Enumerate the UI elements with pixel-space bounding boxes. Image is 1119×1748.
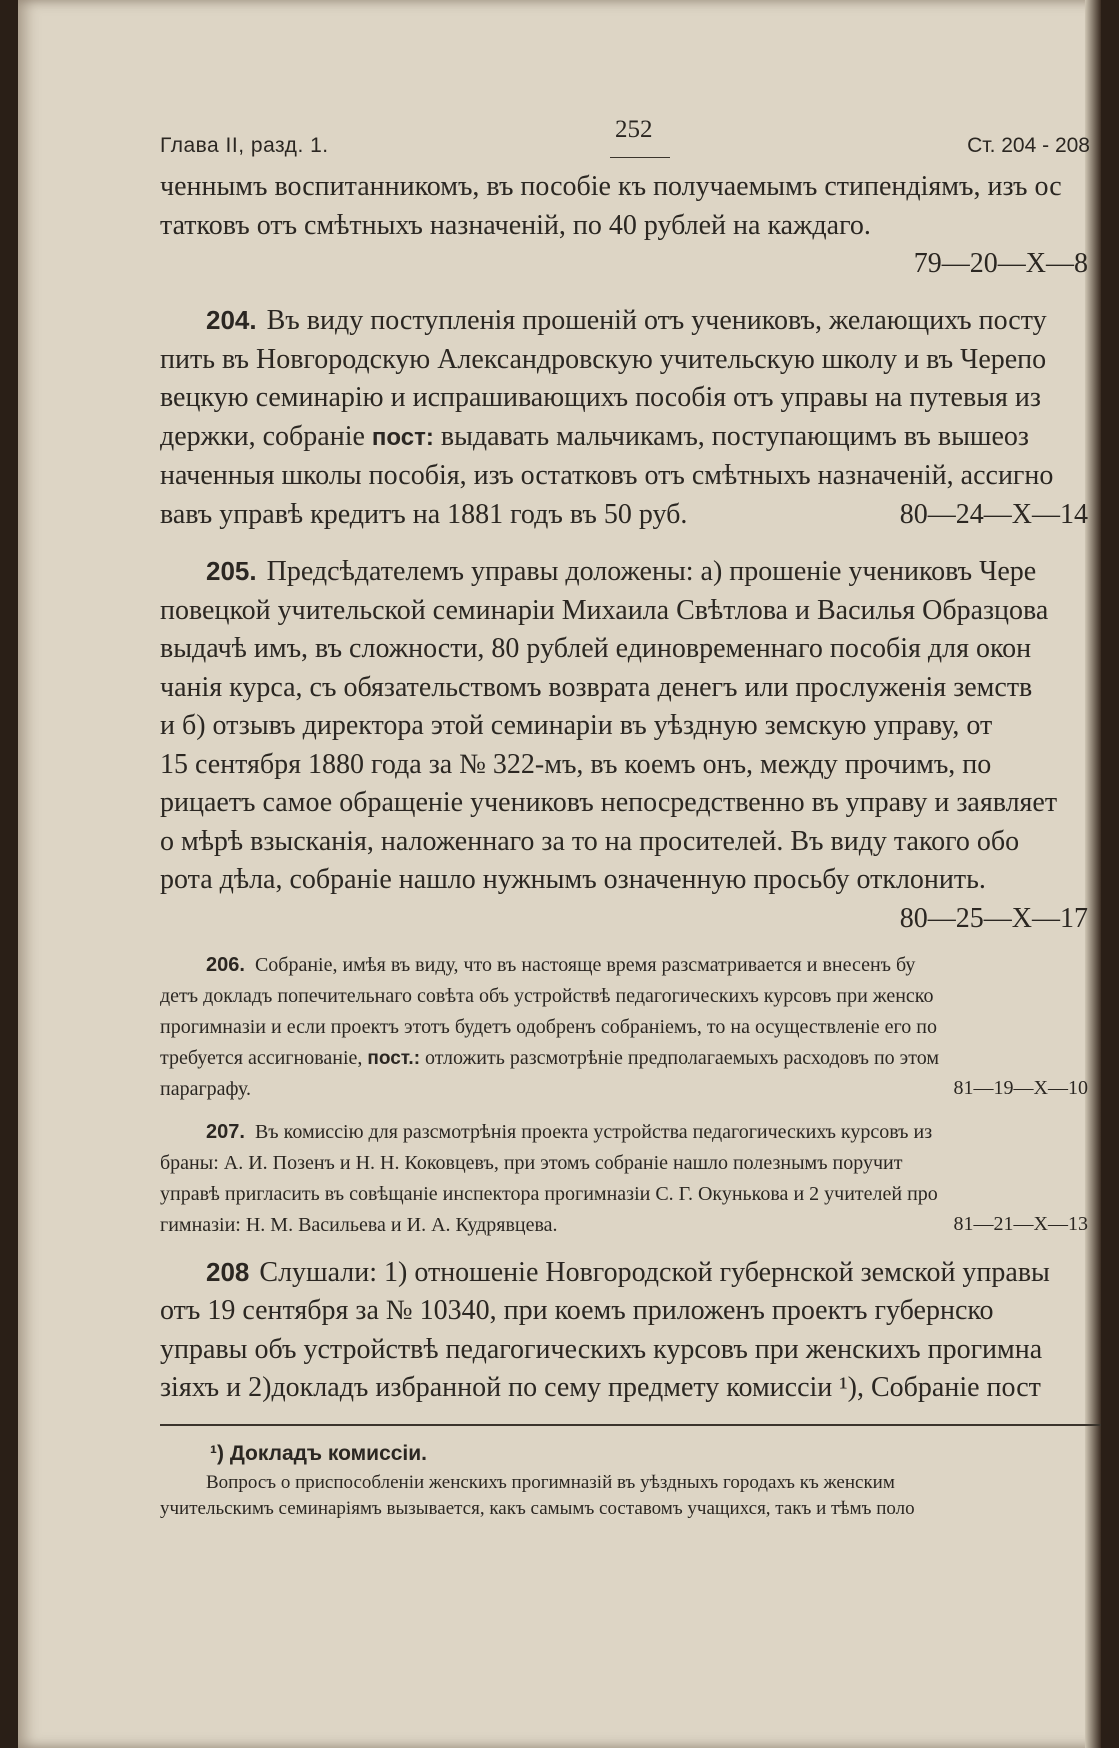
text-line: и б) отзывъ директора этой семинаріи въ уѣздную земскую управу, от: [160, 710, 993, 741]
article-205: [160, 552, 1090, 900]
text-line: детъ докладъ попечительнаго совѣта объ устройствѣ педагогическихъ курсовъ при женско: [160, 984, 934, 1007]
text-line: ченнымъ воспитанникомъ, въ пособіе къ получаемымъ стипендіямъ, изъ ос: [160, 171, 1062, 202]
running-header: [160, 116, 1090, 168]
article-number: 205.: [206, 556, 257, 586]
resolution-keyword: пост:: [371, 423, 434, 451]
text-line: 207. Въ комиссію для разсмотрѣнія проекта устройства педагогическихъ курсовъ из: [206, 1120, 933, 1143]
text-line: прогимназіи и если проектъ этотъ будетъ одобренъ собраніемъ, то на осуществленіе его по: [160, 1015, 937, 1038]
article-207: [160, 1117, 1090, 1241]
resolution-reference: 81—21—X—13: [953, 1212, 1088, 1235]
text-line: татковъ отъ смѣтныхъ назначеній, по 40 рублей на каждаго.: [160, 209, 871, 241]
text-line: требуется ассигнованіе, пост.: отложить разсмотрѣніе предполагаемыхъ расходовъ по этом: [160, 1046, 939, 1069]
page-body: [160, 168, 1090, 1522]
article-range-label: Ст. 204 - 208: [967, 134, 1090, 157]
footnote-rule: [160, 1424, 1101, 1426]
text-line: выдачѣ имъ, въ сложности, 80 рублей единовременнаго пособія для окон: [160, 633, 1032, 664]
text-line: гимназіи: Н. М. Васильева и И. А. Кудрявцева. 81—21—X—13: [160, 1210, 1090, 1241]
text-line: браны: А. И. Позенъ и Н. Н. Коковцевъ, при этомъ собраніе нашло полезнымъ поручит: [160, 1151, 903, 1174]
footnote-title: ¹) Докладъ комиссіи.: [210, 1441, 428, 1465]
page-number: 252: [615, 116, 653, 143]
continuation-paragraph: [160, 168, 1090, 245]
article-number: 206.: [206, 953, 245, 976]
text-line: чанія курса, съ обязательствомъ возврата денегъ или прослуженія земств: [160, 671, 1033, 703]
resolution-reference: 80—24—X—14: [899, 498, 1088, 530]
text-line: отъ 19 сентября за № 10340, при коемъ приложенъ проектъ губернско: [160, 1295, 994, 1326]
text-line: о мѣрѣ взысканія, наложеннаго за то на просителей. Въ виду такого обо: [160, 825, 1020, 857]
article-number: 204.: [206, 305, 257, 335]
chapter-section-label: Глава II, разд. 1.: [160, 134, 329, 157]
article-number: 207.: [206, 1120, 245, 1143]
text-line: держки, собраніе пост: выдавать мальчикамъ, поступающимъ въ вышеоз: [160, 420, 1029, 452]
text-line: вецкую семинарію и испрашивающихъ пособія отъ управы на путевыя из: [160, 382, 1041, 413]
text-line: 208 Слушали: 1) отношеніе Новгородской губернской земской управы: [206, 1256, 1050, 1288]
text-line: наченныя школы пособія, изъ остатковъ отъ смѣтныхъ назначеній, ассигно: [160, 460, 1054, 491]
text-line: 15 сентября 1880 года за № 322-мъ, въ коемъ онъ, между прочимъ, по: [160, 748, 992, 780]
text-line: управы объ устройствѣ педагогическихъ курсовъ при женскихъ прогимна: [160, 1333, 1043, 1365]
article-206: [160, 950, 1090, 1105]
resolution-reference: 79—20—X—8: [913, 248, 1088, 279]
text-line: пить въ Новгородскую Александровскую учительскую школу и въ Черепо: [160, 343, 1047, 375]
text-line: рота дѣла, собраніе нашло нужнымъ означенную просьбу отклонить.: [160, 864, 986, 895]
page-number-rule: [610, 157, 670, 158]
resolution-reference: 80—25—X—17: [899, 902, 1088, 934]
article-number: 208: [206, 1256, 250, 1287]
footnote-line: Вопросъ о приспособленіи женскихъ прогимназій въ уѣздныхъ городахъ къ женским: [206, 1471, 895, 1493]
resolution-reference: 81—19—X—10: [953, 1076, 1088, 1099]
text-line: 204. Въ виду поступленія прошеній отъ учениковъ, желающихъ посту: [206, 305, 1047, 336]
footnote: [160, 1438, 1090, 1522]
text-line: вавъ управѣ кредитъ на 1881 годъ въ 50 руб. 80—24—X—14: [160, 496, 1090, 535]
book-page: [18, 0, 1101, 1748]
article-204: [160, 301, 1090, 534]
footnote-line: учительскимъ семинаріямъ вызывается, какъ самымъ составомъ учащихся, такъ и тѣмъ поло: [160, 1497, 915, 1519]
resolution-keyword: пост.:: [367, 1047, 421, 1069]
text-line: управѣ пригласить въ совѣщаніе инспектора прогимназіи С. Г. Окунькова и 2 учителей про: [160, 1182, 938, 1205]
text-line: зіяхъ и 2)докладъ избранной по сему предмету комиссіи ¹), Собраніе пост: [160, 1372, 1041, 1403]
article-208: [160, 1253, 1090, 1408]
text-line: 205. Предсѣдателемъ управы доложены: а) прошеніе учениковъ Чере: [206, 556, 1037, 587]
text-line: повецкой учительской семинаріи Михаила Свѣтлова и Василья Образцова: [160, 594, 1049, 626]
text-line: рицаетъ самое обращеніе учениковъ непосредственно въ управу и заявляет: [160, 787, 1058, 818]
text-line: параграфу. 81—19—X—10: [160, 1074, 1090, 1105]
text-line: 206. Собраніе, имѣя въ виду, что въ настояще время разсматривается и внесенъ бу: [206, 953, 916, 976]
